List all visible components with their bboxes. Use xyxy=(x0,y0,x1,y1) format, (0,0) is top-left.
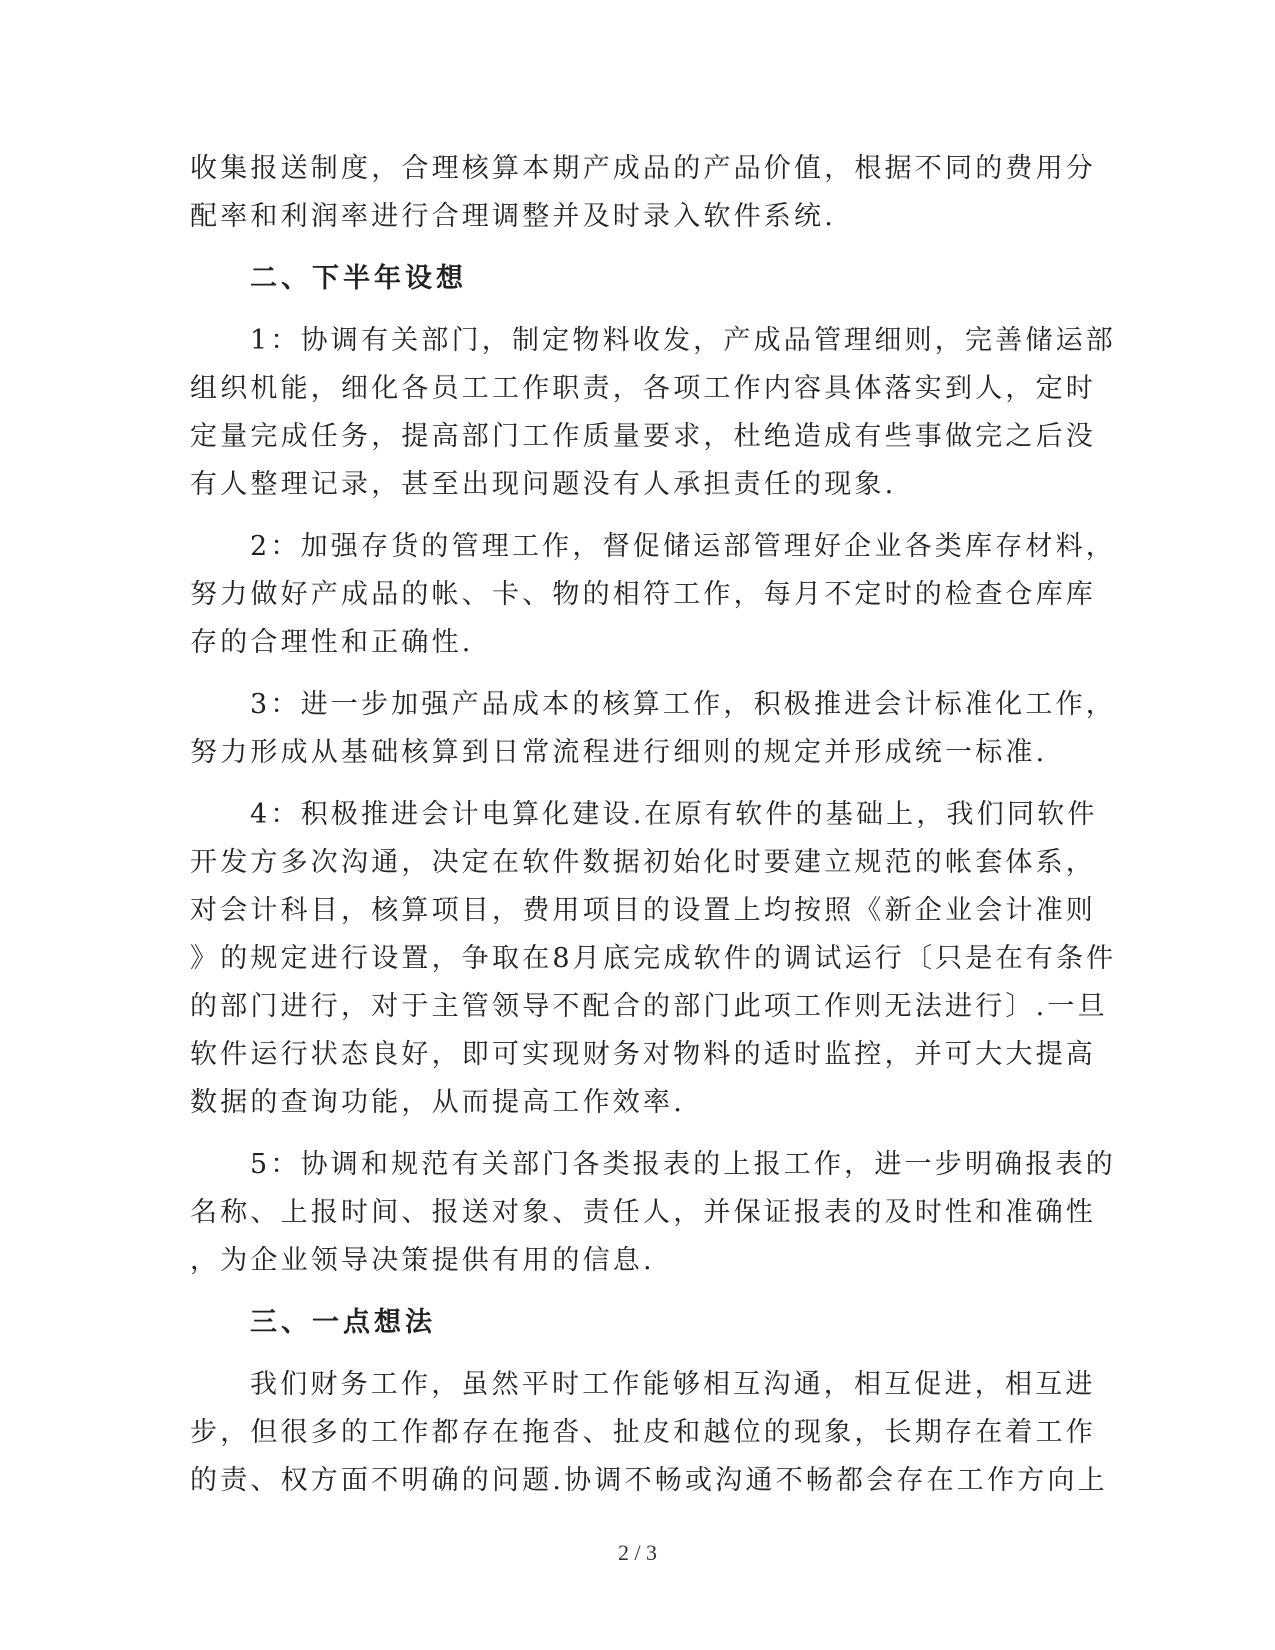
continuation-paragraph xyxy=(190,145,1096,241)
list-item-2 xyxy=(190,523,1116,667)
page-number: 2 / 3 xyxy=(617,1540,658,1565)
paragraph-line: 的责、权方面不明确的问题.协调不畅或沟通不畅都会存在工作方向上 xyxy=(190,1465,1108,1496)
paragraph-line: 开发方多次沟通，决定在软件数据初始化时要建立规范的帐套体系， xyxy=(190,847,1096,878)
document-body xyxy=(190,145,1117,1505)
paragraph-line: 软件运行状态良好，即可实现财务对物料的适时监控，并可大大提高 xyxy=(190,1039,1096,1070)
paragraph-line: 组织机能，细化各员工工作职责，各项工作内容具体落实到人，定时 xyxy=(190,373,1096,404)
paragraph-line: ，为企业领导决策提供有用的信息. xyxy=(190,1245,655,1276)
paragraph-line: 努力做好产成品的帐、卡、物的相符工作，每月不定时的检查仓库库 xyxy=(190,579,1096,610)
paragraph-line: 我们财务工作，虽然平时工作能够相互沟通，相互促进，相互进 xyxy=(250,1369,1096,1400)
paragraph-line: 2：加强存货的管理工作，督促储运部管理好企业各类库存材料， xyxy=(250,531,1116,562)
paragraph-line: 名称、上报时间、报送对象、责任人，并保证报表的及时性和准确性 xyxy=(190,1197,1096,1228)
paragraph-line: 3：进一步加强产品成本的核算工作，积极推进会计标准化工作， xyxy=(250,689,1116,720)
paragraph-line: 存的合理性和正确性. xyxy=(190,627,474,658)
paragraph-line: 对会计科目，核算项目，费用项目的设置上均按照《新企业会计准则 xyxy=(190,895,1096,926)
section-heading: 三、一点想法 xyxy=(250,1307,436,1338)
list-item-4 xyxy=(190,791,1117,1127)
paragraph-line: 的部门进行，对于主管领导不配合的部门此项工作则无法进行〕.一旦 xyxy=(190,991,1108,1022)
paragraph-line: 定量完成任务，提高部门工作质量要求，杜绝造成有些事做完之后没 xyxy=(190,421,1096,452)
list-item-3 xyxy=(190,681,1116,777)
paragraph-line: 步，但很多的工作都存在拖沓、扯皮和越位的现象，长期存在着工作 xyxy=(190,1417,1096,1448)
list-item-1 xyxy=(190,317,1116,509)
paragraph-line: 数据的查询功能，从而提高工作效率. xyxy=(190,1087,685,1118)
section3-paragraph xyxy=(190,1361,1108,1505)
paragraph-line: 收集报送制度，合理核算本期产成品的产品价值，根据不同的费用分 xyxy=(190,153,1096,184)
paragraph-line: 1：协调有关部门，制定物料收发，产成品管理细则，完善储运部 xyxy=(250,325,1116,356)
paragraph-line: 努力形成从基础核算到日常流程进行细则的规定并形成统一标准. xyxy=(190,737,1048,768)
list-item-5 xyxy=(190,1141,1116,1285)
section-heading: 二、下半年设想 xyxy=(250,263,467,294)
paragraph-line: 配率和利润率进行合理调整并及时录入软件系统. xyxy=(190,201,836,232)
paragraph-line: 4：积极推进会计电算化建设.在原有软件的基础上，我们同软件 xyxy=(250,799,1098,830)
paragraph-line: 有人整理记录，甚至出现问题没有人承担责任的现象. xyxy=(190,469,897,500)
paragraph-line: 》的规定进行设置，争取在8月底完成软件的调试运行〔只是在有条件 xyxy=(190,943,1117,974)
paragraph-line: 5：协调和规范有关部门各类报表的上报工作，进一步明确报表的 xyxy=(250,1149,1116,1180)
